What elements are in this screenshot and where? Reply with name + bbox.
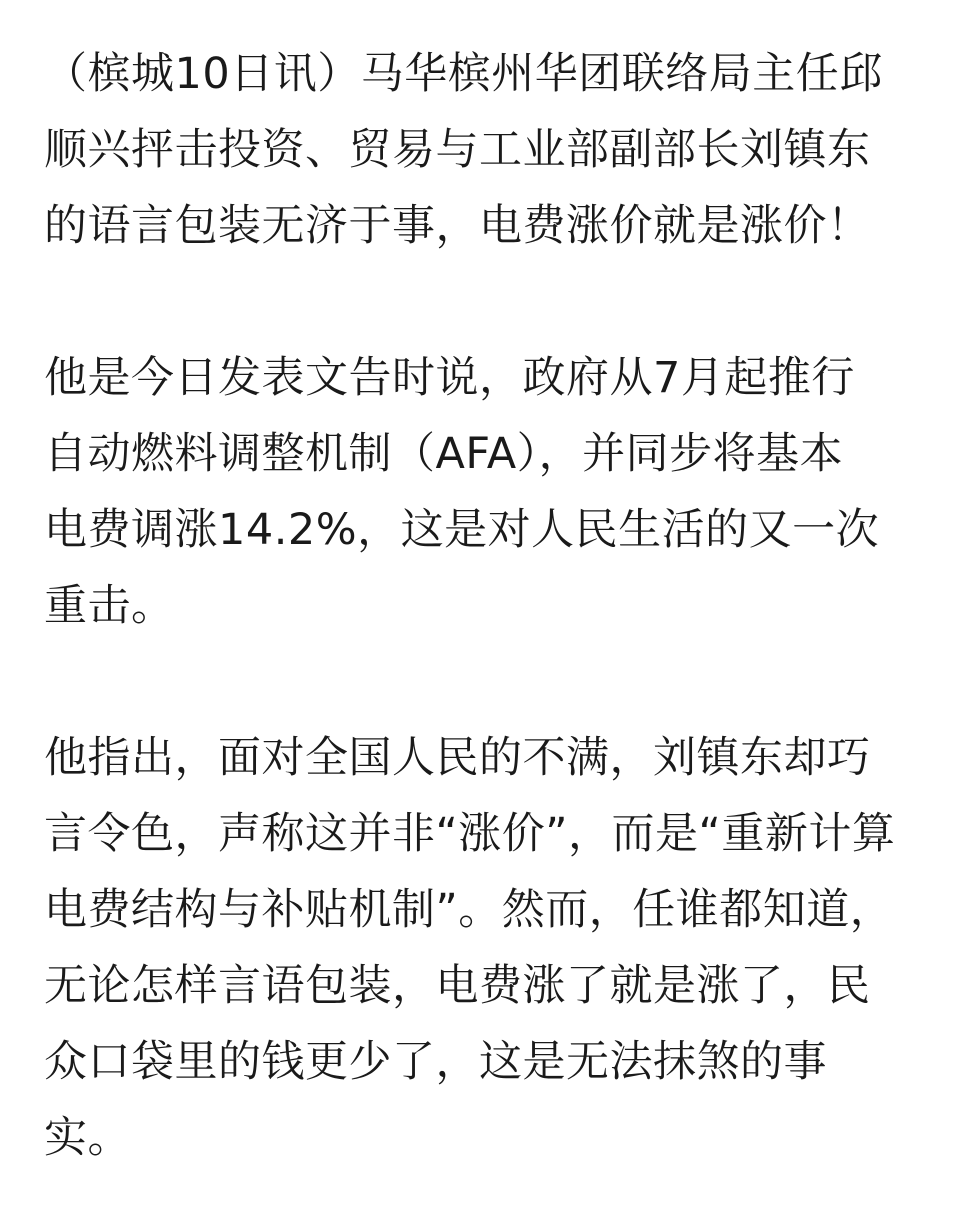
text-line: 他指出，面对全国人民的不满，刘镇东却巧 — [44, 733, 871, 783]
paragraph-spacer — [44, 264, 919, 340]
text-line: 电费结构与补贴机制”。然而，任谁都知道， — [44, 885, 894, 935]
text-line: 重击。 — [44, 581, 175, 631]
text-line: 众口袋里的钱更少了，这是无法抹煞的事 — [44, 1037, 827, 1087]
article-body — [44, 36, 919, 1176]
paragraph-3 — [44, 720, 919, 1176]
paragraph-spacer — [44, 644, 919, 720]
text-line: 言令色，声称这并非“涨价”，而是“重新计算 — [44, 809, 896, 859]
paragraph-2 — [44, 340, 919, 644]
paragraph-1 — [44, 36, 919, 264]
text-line: （槟城10日讯）马华槟州华团联络局主任邱 — [44, 49, 883, 99]
text-line: 无论怎样言语包装，电费涨了就是涨了，民 — [44, 961, 871, 1011]
text-line: 他是今日发表文告时说，政府从7月起推行 — [44, 353, 855, 403]
text-line: 的语言包装无济于事，电费涨价就是涨价！ — [44, 201, 871, 251]
text-line: 实。 — [44, 1113, 131, 1163]
text-line: 自动燃料调整机制（AFA），并同步将基本 — [44, 429, 844, 479]
text-line: 顺兴抨击投资、贸易与工业部副部长刘镇东 — [44, 125, 871, 175]
text-line: 电费调涨14.2%，这是对人民生活的又一次 — [44, 505, 880, 555]
